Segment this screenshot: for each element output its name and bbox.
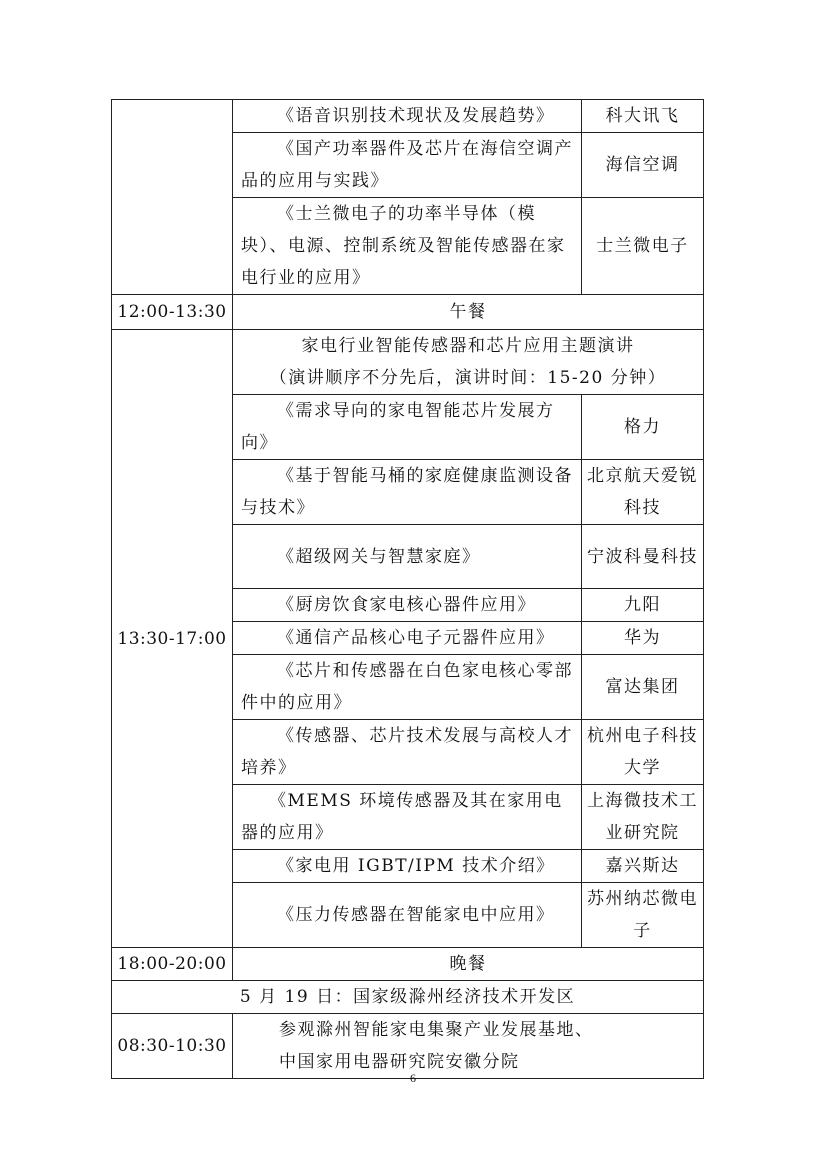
session-heading-cell bbox=[233, 330, 704, 395]
talk-title: 《语音识别技术现状及发展趋势》 bbox=[233, 100, 582, 133]
talk-org: 富达集团 bbox=[582, 655, 704, 720]
table-row bbox=[112, 295, 704, 330]
talk-org: 上海微技术工业研究院 bbox=[582, 785, 704, 850]
talk-org: 海信空调 bbox=[582, 133, 704, 198]
page-number: 6 bbox=[410, 1071, 416, 1085]
table-row bbox=[112, 100, 704, 133]
time-cell bbox=[112, 100, 233, 295]
talk-title-text: 《基于智能马桶的家庭健康监测设备与技术》 bbox=[241, 466, 573, 518]
time-cell: 12:00-13:30 bbox=[112, 295, 233, 330]
day-header: 5 月 19 日：国家级滁州经济技术开发区 bbox=[112, 981, 704, 1014]
time-cell: 13:30-17:00 bbox=[112, 330, 233, 948]
talk-org: 宁波科曼科技 bbox=[582, 525, 704, 589]
meal-label: 晚餐 bbox=[233, 948, 704, 981]
time-cell: 08:30-10:30 bbox=[112, 1014, 233, 1079]
talk-title-text: 《国产功率器件及芯片在海信空调产品的应用与实践》 bbox=[241, 139, 573, 191]
talk-title-text: 《需求导向的家电智能芯片发展方向》 bbox=[241, 401, 555, 453]
talk-title bbox=[233, 133, 582, 198]
table-row bbox=[112, 1014, 704, 1079]
table-row bbox=[112, 981, 704, 1014]
talk-org: 九阳 bbox=[582, 589, 704, 622]
talk-org: 科大讯飞 bbox=[582, 100, 704, 133]
session-note: （演讲顺序不分先后，演讲时间：15-20 分钟） bbox=[269, 368, 667, 388]
talk-org: 士兰微电子 bbox=[582, 198, 704, 295]
agenda-table bbox=[111, 99, 704, 1079]
talk-title-text: 《传感器、芯片技术发展与高校人才培养》 bbox=[241, 726, 573, 778]
talk-org: 北京航天爱锐科技 bbox=[582, 460, 704, 525]
talk-org: 格力 bbox=[582, 395, 704, 460]
talk-title-text: 《士兰微电子的功率半导体（模块）、电源、控制系统及智能传感器在家电行业的应用》 bbox=[241, 204, 566, 288]
talk-title: 《通信产品核心电子元器件应用》 bbox=[233, 622, 582, 655]
talk-title-text: 《芯片和传感器在白色家电核心零部件中的应用》 bbox=[241, 661, 573, 713]
talk-title: 《超级网关与智慧家庭》 bbox=[233, 525, 582, 589]
session-heading: 家电行业智能传感器和芯片应用主题演讲 bbox=[301, 336, 635, 356]
talk-org: 杭州电子科技大学 bbox=[582, 720, 704, 785]
talk-title bbox=[233, 655, 582, 720]
talk-title bbox=[233, 198, 582, 295]
talk-title: 《厨房饮食家电核心器件应用》 bbox=[233, 589, 582, 622]
talk-title-text: 《MEMS 环境传感器及其在家用电器的应用》 bbox=[241, 791, 563, 843]
visit-cell bbox=[233, 1014, 704, 1079]
time-cell: 18:00-20:00 bbox=[112, 948, 233, 981]
talk-title bbox=[233, 720, 582, 785]
talk-org: 嘉兴斯达 bbox=[582, 850, 704, 883]
visit-line: 中国家用电器研究院安徽分院 bbox=[279, 1052, 520, 1072]
table-row bbox=[112, 948, 704, 981]
visit-line: 参观滁州智能家电集聚产业发展基地、 bbox=[279, 1020, 594, 1040]
talk-org: 苏州纳芯微电子 bbox=[582, 883, 704, 948]
meal-label: 午餐 bbox=[233, 295, 704, 330]
talk-title: 《压力传感器在智能家电中应用》 bbox=[233, 883, 582, 948]
talk-title bbox=[233, 460, 582, 525]
talk-title bbox=[233, 395, 582, 460]
table-row bbox=[112, 330, 704, 395]
talk-title bbox=[233, 785, 582, 850]
talk-title: 《家电用 IGBT/IPM 技术介绍》 bbox=[233, 850, 582, 883]
talk-org: 华为 bbox=[582, 622, 704, 655]
